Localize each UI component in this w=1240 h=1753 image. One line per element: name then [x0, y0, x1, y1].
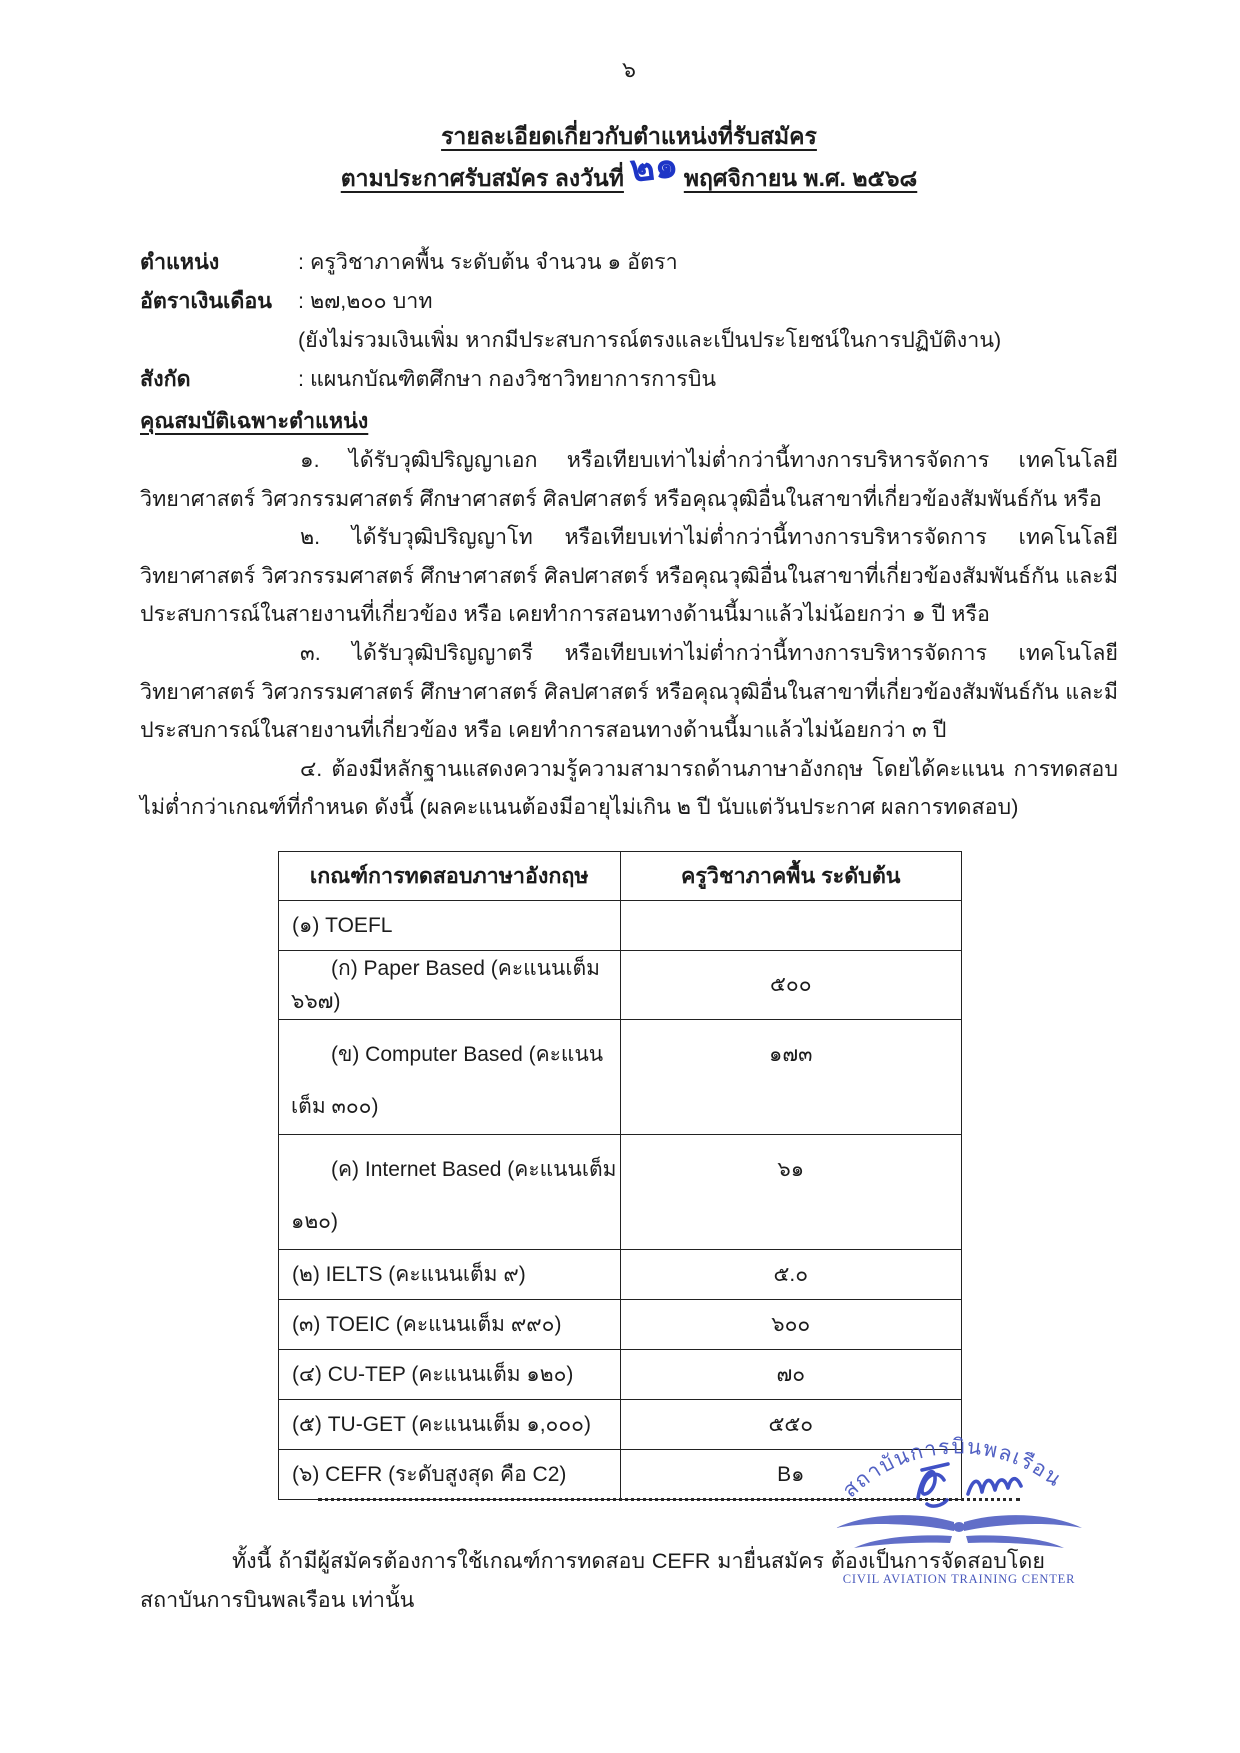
department-label: สังกัด: [140, 367, 191, 391]
table-row: [279, 1349, 962, 1399]
table-row: [279, 1019, 962, 1134]
criterion-cell: (๔) CU-TEP (คะแนนเต็ม ๑๒๐): [279, 1349, 621, 1399]
subtitle-text: [340, 143, 918, 199]
table-row: [279, 1299, 962, 1349]
criterion-cell: (๓) TOEIC (คะแนนเต็ม ๙๙๐): [279, 1299, 621, 1349]
detail-row-salary: [140, 282, 1118, 321]
salary-note-spacer: [140, 321, 298, 360]
score-cell: ๕๐๐: [620, 950, 962, 1019]
position-details: [140, 243, 1118, 399]
wings-emblem-icon: [836, 1515, 1082, 1548]
closing-note: ทั้งนี้ ถ้ามีผู้สมัครต้องการใช้เกณฑ์การทดสอบ CEFR มายื่นสมัคร ต้องเป็นการจัดสอบโดย สถาบันการบินพลเรือน เท่านั้น: [140, 1548, 1045, 1612]
salary-value: : ๒๗,๒๐๐ บาท: [298, 289, 433, 313]
table-row: [279, 1134, 962, 1249]
stamp-caption: CIVIL AVIATION TRAINING CENTER: [842, 1572, 1076, 1586]
stamp-arc-text: สถาบันการบินพลเรือน: [838, 1435, 1067, 1503]
official-stamp: [826, 1420, 1092, 1596]
position-label: ตำแหน่ง: [140, 250, 220, 274]
criterion-cell: (๕) TU-GET (คะแนนเต็ม ๑,๐๐๐): [279, 1399, 621, 1449]
salary-note: (ยังไม่รวมเงินเพิ่ม หากมีประสบการณ์ตรงและเป็นประโยชน์ในการปฏิบัติงาน): [298, 328, 1002, 352]
column-header-criteria: เกณฑ์การทดสอบภาษาอังกฤษ: [279, 851, 621, 900]
criterion-cell: (ข) Computer Based (คะแนนเต็ม ๓๐๐): [279, 1019, 621, 1134]
criterion-cell: (๑) TOEFL: [279, 900, 621, 950]
column-header-position: ครูวิชาภาคพื้น ระดับต้น: [620, 851, 962, 900]
title-line-2: [140, 143, 1118, 199]
qualifications-heading: คุณสมบัติเฉพาะตำแหน่ง: [140, 409, 369, 433]
qualification-item-2: ๒. ได้รับวุฒิปริญญาโท หรือเทียบเท่าไม่ต่ำกว่านี้ทางการบริหารจัดการ เทคโนโลยี วิทยาศาสตร์ วิศวกรรมศาสตร์ ศึกษาศาสตร์ ศิลปศาสตร์ หรือคุณวุฒิอื่นในสาขาที่เกี่ยวข้องสัมพันธ์กัน และมีประสบการณ์ในสายงานที่เกี่ยวข้อง หรือ เคยทำการสอนทางด้านนี้มาแล้วไม่น้อยกว่า ๑ ปี หรือ: [140, 525, 1118, 627]
detail-row-department: [140, 360, 1118, 399]
department-value: : แผนกบัณฑิตศึกษา กองวิชาวิทยาการการบิน: [298, 367, 717, 391]
score-cell: ๑๗๓: [620, 1019, 962, 1134]
subtitle-suffix: พฤศจิกายน พ.ศ. ๒๕๖๘: [683, 165, 918, 191]
qualification-item-1: ๑. ได้รับวุฒิปริญญาเอก หรือเทียบเท่าไม่ต่ำกว่านี้ทางการบริหารจัดการ เทคโนโลยี วิทยาศาสตร์ วิศวกรรมศาสตร์ ศึกษาศาสตร์ ศิลปศาสตร์ หรือคุณวุฒิอื่นในสาขาที่เกี่ยวข้องสัมพันธ์กัน หรือ: [140, 448, 1118, 511]
title-text: รายละเอียดเกี่ยวกับตำแหน่งที่รับสมัคร: [441, 123, 817, 149]
criterion-cell: (๒) IELTS (คะแนนเต็ม ๙): [279, 1249, 621, 1299]
score-cell: B๑: [620, 1449, 962, 1499]
score-cell: [620, 900, 962, 950]
position-value: : ครูวิชาภาคพื้น ระดับต้น จำนวน ๑ อัตรา: [298, 250, 678, 274]
criterion-cell: (ก) Paper Based (คะแนนเต็ม ๖๖๗): [279, 950, 621, 1019]
score-cell: ๖๐๐: [620, 1299, 962, 1349]
detail-row-salary-note: [140, 321, 1118, 360]
score-cell: ๕.๐: [620, 1249, 962, 1299]
score-cell: ๖๑: [620, 1134, 962, 1249]
stamp-graphic: [826, 1420, 1092, 1596]
score-cell: ๕๕๐: [620, 1399, 962, 1449]
salary-label: อัตราเงินเดือน: [140, 289, 272, 313]
detail-row-position: [140, 243, 1118, 282]
table-row: [279, 1249, 962, 1299]
table-row: [279, 950, 962, 1019]
criterion-cell: (๖) CEFR (ระดับสูงสุด คือ C2): [279, 1449, 621, 1499]
subtitle-prefix: ตามประกาศรับสมัคร ลงวันที่: [340, 165, 624, 191]
english-score-table: [278, 851, 962, 1500]
qualification-item-4: ๔. ต้องมีหลักฐานแสดงความรู้ความสามารถด้านภาษาอังกฤษ โดยได้คะแนน การทดสอบไม่ต่ำกว่าเกณฑ์ที่กำหนด ดังนี้ (ผลคะแนนต้องมีอายุไม่เกิน ๒ ปี นับแต่วันประกาศ ผลการทดสอบ): [140, 756, 1118, 820]
table-header-row: [279, 851, 962, 900]
document-title-block: [140, 115, 1118, 199]
score-cell: ๗๐: [620, 1349, 962, 1399]
handwritten-date: ๒๑: [627, 143, 681, 190]
qualification-item-3: ๓. ได้รับวุฒิปริญญาตรี หรือเทียบเท่าไม่ต่ำกว่านี้ทางการบริหารจัดการ เทคโนโลยี วิทยาศาสตร์ วิศวกรรมศาสตร์ ศึกษาศาสตร์ ศิลปศาสตร์ หรือคุณวุฒิอื่นในสาขาที่เกี่ยวข้องสัมพันธ์กัน และมีประสบการณ์ในสายงานที่เกี่ยวข้อง หรือ เคยทำการสอนทางด้านนี้มาแล้วไม่น้อยกว่า ๓ ปี: [140, 640, 1118, 743]
signature-icon: [918, 1464, 1021, 1506]
criterion-cell: (ค) Internet Based (คะแนนเต็ม ๑๒๐): [279, 1134, 621, 1249]
table-row: [279, 900, 962, 950]
page-number: ๖: [622, 57, 636, 82]
